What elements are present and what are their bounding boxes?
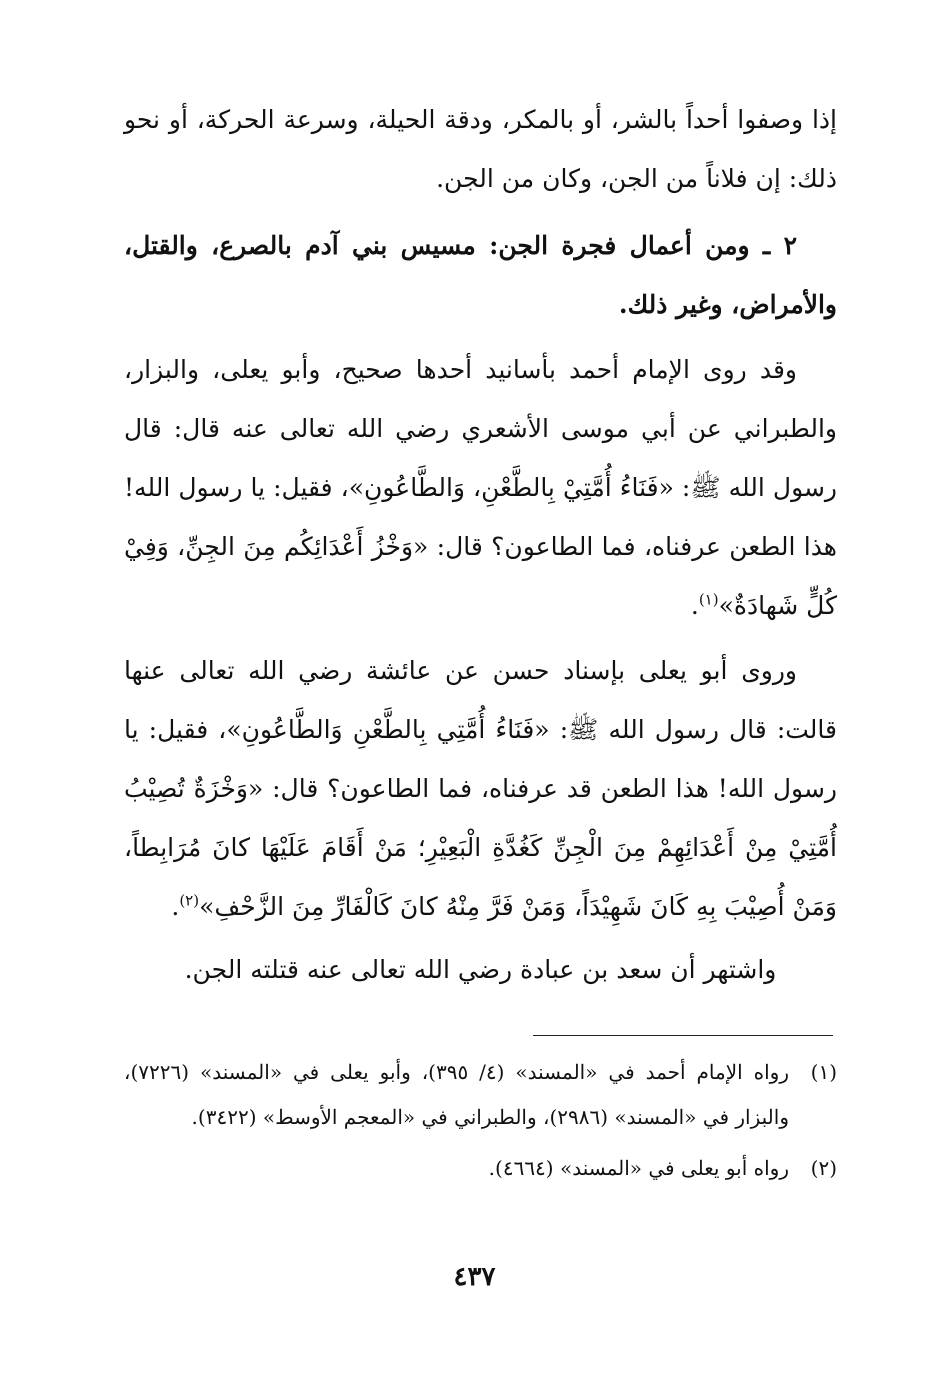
footnote-reference: (١)	[698, 590, 719, 609]
paragraph-text: وروى أبو يعلى بإسناد حسن عن عائشة رضي الله تعالى عنها قالت: قال رسول الله ﷺ: «فَنَاءُ أُمَّتِي بِالطَّعْنِ وَالطَّاعُونِ»، فقيل: يا رسول الله! هذا الطعن قد عرفناه، فما الطاعون؟ قال: «وَخْزَةٌ تُصِيْبُ أُمَّتِيْ مِنْ أَعْدَائِهِمْ مِنَ الْجِنِّ كَغُدَّةِ الْبَعِيْرِ؛ مَنْ أَقَامَ عَلَيْهَا كانَ مُرَابِطاً، وَمَنْ أُصِيْبَ بِهِ كَانَ شَهِيْدَاً، وَمَنْ فَرَّ مِنْهُ كانَ كَالْفَارِّ مِنَ الزَّحْفِ»	[124, 656, 837, 921]
paragraph	[124, 340, 837, 635]
footnote-reference: (٢)	[179, 891, 200, 910]
paragraph: واشتهر أن سعد بن عبادة رضي الله تعالى عنه قتلته الجن.	[184, 955, 777, 984]
paragraph-end: .	[171, 892, 180, 921]
footnotes	[124, 1050, 837, 1191]
paragraph-end: .	[690, 591, 699, 620]
footnote-text: رواه الإمام أحمد في «المسند» (٤/ ٣٩٥)، وأبو يعلى في «المسند» (٧٢٢٦)، والبزار في «المسند» (٢٩٨٦)، والطبراني في «المعجم الأوسط» (٣٤٢٢).	[124, 1060, 789, 1129]
main-text	[124, 90, 837, 999]
paragraph: إذا وصفوا أحداً بالشر، أو بالمكر، ودقة الحيلة، وسرعة الحركة، أو نحو ذلك: إن فلاناً من الجن، وكان من الجن.	[124, 105, 837, 193]
paragraph-text: وقد روى الإمام أحمد بأسانيد أحدها صحيح، وأبو يعلى، والبزار، والطبراني عن أبي موسى الأشعري رضي الله تعالى عنه قال: قال رسول الله ﷺ: «فَنَاءُ أُمَّتِيْ بِالطَّعْنِ، وَالطَّاعُونِ»، فقيل: يا رسول الله! هذا الطعن عرفناه، فما الطاعون؟ قال: «وَخْزُ أَعْدَائِكُم مِنَ الجِنِّ، وَفِيْ كُلٍّ شَهادَةٌ»	[124, 355, 837, 620]
paragraph	[124, 641, 837, 936]
footnote	[124, 1050, 837, 1140]
bold-heading-paragraph: ٢ ـ ومن أعمال فجرة الجن: مسيس بني آدم بالصرع، والقتل، والأمراض، وغير ذلك.	[124, 231, 837, 319]
page-number: ٤٣٧	[453, 1262, 496, 1292]
footnote-number: (٢)	[810, 1156, 837, 1180]
footnote	[124, 1146, 837, 1191]
footnote-text: رواه أبو يعلى في «المسند» (٤٦٦٤).	[488, 1156, 789, 1180]
footnote-number: (١)	[810, 1060, 837, 1084]
footnote-separator	[533, 1035, 833, 1036]
